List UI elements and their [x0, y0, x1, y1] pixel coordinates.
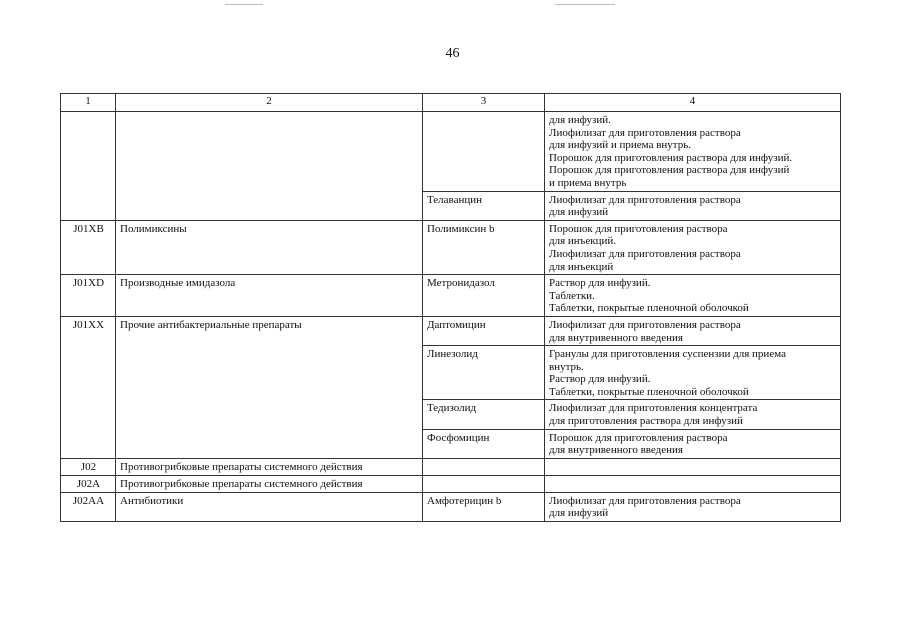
drug-name-cell	[423, 112, 545, 192]
atc-code-cell: J01XX	[61, 316, 116, 458]
drug-name-cell: Полимиксин b	[423, 220, 545, 274]
table-row	[61, 275, 841, 317]
group-name-cell: Антибиотики	[116, 492, 423, 521]
dosage-form-line: Таблетки, покрытые пленочной оболочкой	[549, 385, 749, 398]
dosage-form-line: Гранулы для приготовления суспензии для приема	[549, 348, 786, 361]
dosage-form-line: и приема внутрь	[549, 176, 627, 189]
group-name-cell: Противогрибковые препараты системного действия	[116, 475, 423, 492]
group-name-cell: Производные имидазола	[116, 275, 423, 317]
drug-name-cell: Амфотерицин b	[423, 492, 545, 521]
dosage-form-line: Таблетки, покрытые пленочной оболочкой	[549, 302, 749, 315]
atc-code-cell: J02A	[61, 475, 116, 492]
page-number: 46	[445, 46, 460, 61]
dosage-forms-cell	[545, 275, 841, 317]
scan-artifact	[555, 4, 615, 5]
dosage-form-line: Порошок для приготовления раствора для инфузий.	[549, 151, 793, 164]
drug-name-cell: Даптомицин	[423, 316, 545, 345]
group-name-cell: Полимиксины	[116, 220, 423, 274]
dosage-forms-cell	[545, 492, 841, 521]
group-name-cell: Прочие антибактериальные препараты	[116, 316, 423, 458]
dosage-form-line: для инъекций	[549, 260, 614, 273]
atc-code-cell: J01XB	[61, 220, 116, 274]
drug-name-cell: Метронидазол	[423, 275, 545, 317]
dosage-forms-cell	[545, 400, 841, 429]
atc-code-cell: J02	[61, 458, 116, 475]
dosage-form-line: Порошок для приготовления раствора	[549, 431, 728, 444]
dosage-forms-cell	[545, 346, 841, 400]
table-row	[61, 112, 841, 192]
scan-artifact	[225, 4, 263, 5]
table-row	[61, 220, 841, 274]
dosage-form-line: Лиофилизат для приготовления раствора	[549, 126, 741, 139]
table-row	[61, 316, 841, 345]
dosage-form-line: Порошок для приготовления раствора для инфузий	[549, 164, 790, 177]
group-name-cell: Противогрибковые препараты системного действия	[116, 458, 423, 475]
dosage-forms-cell	[545, 220, 841, 274]
atc-code-cell	[61, 112, 116, 221]
dosage-form-line: для внутривенного введения	[549, 444, 683, 457]
column-header: 3	[423, 94, 545, 112]
dosage-form-line: Лиофилизат для приготовления раствора	[549, 494, 741, 507]
drug-name-cell: Линезолид	[423, 346, 545, 400]
drug-name-cell	[423, 458, 545, 475]
atc-code-cell: J01XD	[61, 275, 116, 317]
dosage-forms-cell	[545, 112, 841, 192]
dosage-form-line: для инфузий.	[549, 114, 611, 126]
dosage-form-line: Раствор для инфузий.	[549, 373, 651, 386]
drug-name-cell	[423, 475, 545, 492]
dosage-forms-cell	[545, 191, 841, 220]
group-name-cell	[116, 112, 423, 221]
drug-name-cell: Тедизолид	[423, 400, 545, 429]
dosage-form-line: для инфузий	[549, 206, 609, 219]
drug-name-cell: Телаванцин	[423, 191, 545, 220]
dosage-form-line: Раствор для инфузий.	[549, 277, 651, 290]
dosage-form-line: для приготовления раствора для инфузий	[549, 415, 743, 428]
table-row	[61, 475, 841, 492]
dosage-forms-cell	[545, 458, 841, 475]
dosage-form-line: Лиофилизат для приготовления концентрата	[549, 402, 758, 415]
atc-code-cell: J02AA	[61, 492, 116, 521]
table-row	[61, 458, 841, 475]
dosage-form-line: Лиофилизат для приготовления раствора	[549, 193, 741, 206]
dosage-forms-cell	[545, 316, 841, 345]
dosage-form-line: для инфузий	[549, 507, 609, 520]
table-row	[61, 492, 841, 521]
dosage-form-line: Таблетки.	[549, 289, 595, 302]
dosage-forms-cell	[545, 475, 841, 492]
dosage-form-line: для инъекций.	[549, 235, 616, 248]
column-header: 2	[116, 94, 423, 112]
dosage-form-line: внутрь.	[549, 360, 584, 373]
dosage-form-line: для внутривенного введения	[549, 331, 683, 344]
drug-table	[60, 93, 841, 522]
dosage-form-line: Лиофилизат для приготовления раствора	[549, 247, 741, 260]
table-header-row	[61, 94, 841, 112]
dosage-form-line: Порошок для приготовления раствора	[549, 222, 728, 235]
dosage-form-line: для инфузий и приема внутрь.	[549, 139, 691, 152]
column-header: 1	[61, 94, 116, 112]
dosage-forms-cell	[545, 429, 841, 458]
column-header: 4	[545, 94, 841, 112]
dosage-form-line: Лиофилизат для приготовления раствора	[549, 318, 741, 331]
drug-name-cell: Фосфомицин	[423, 429, 545, 458]
